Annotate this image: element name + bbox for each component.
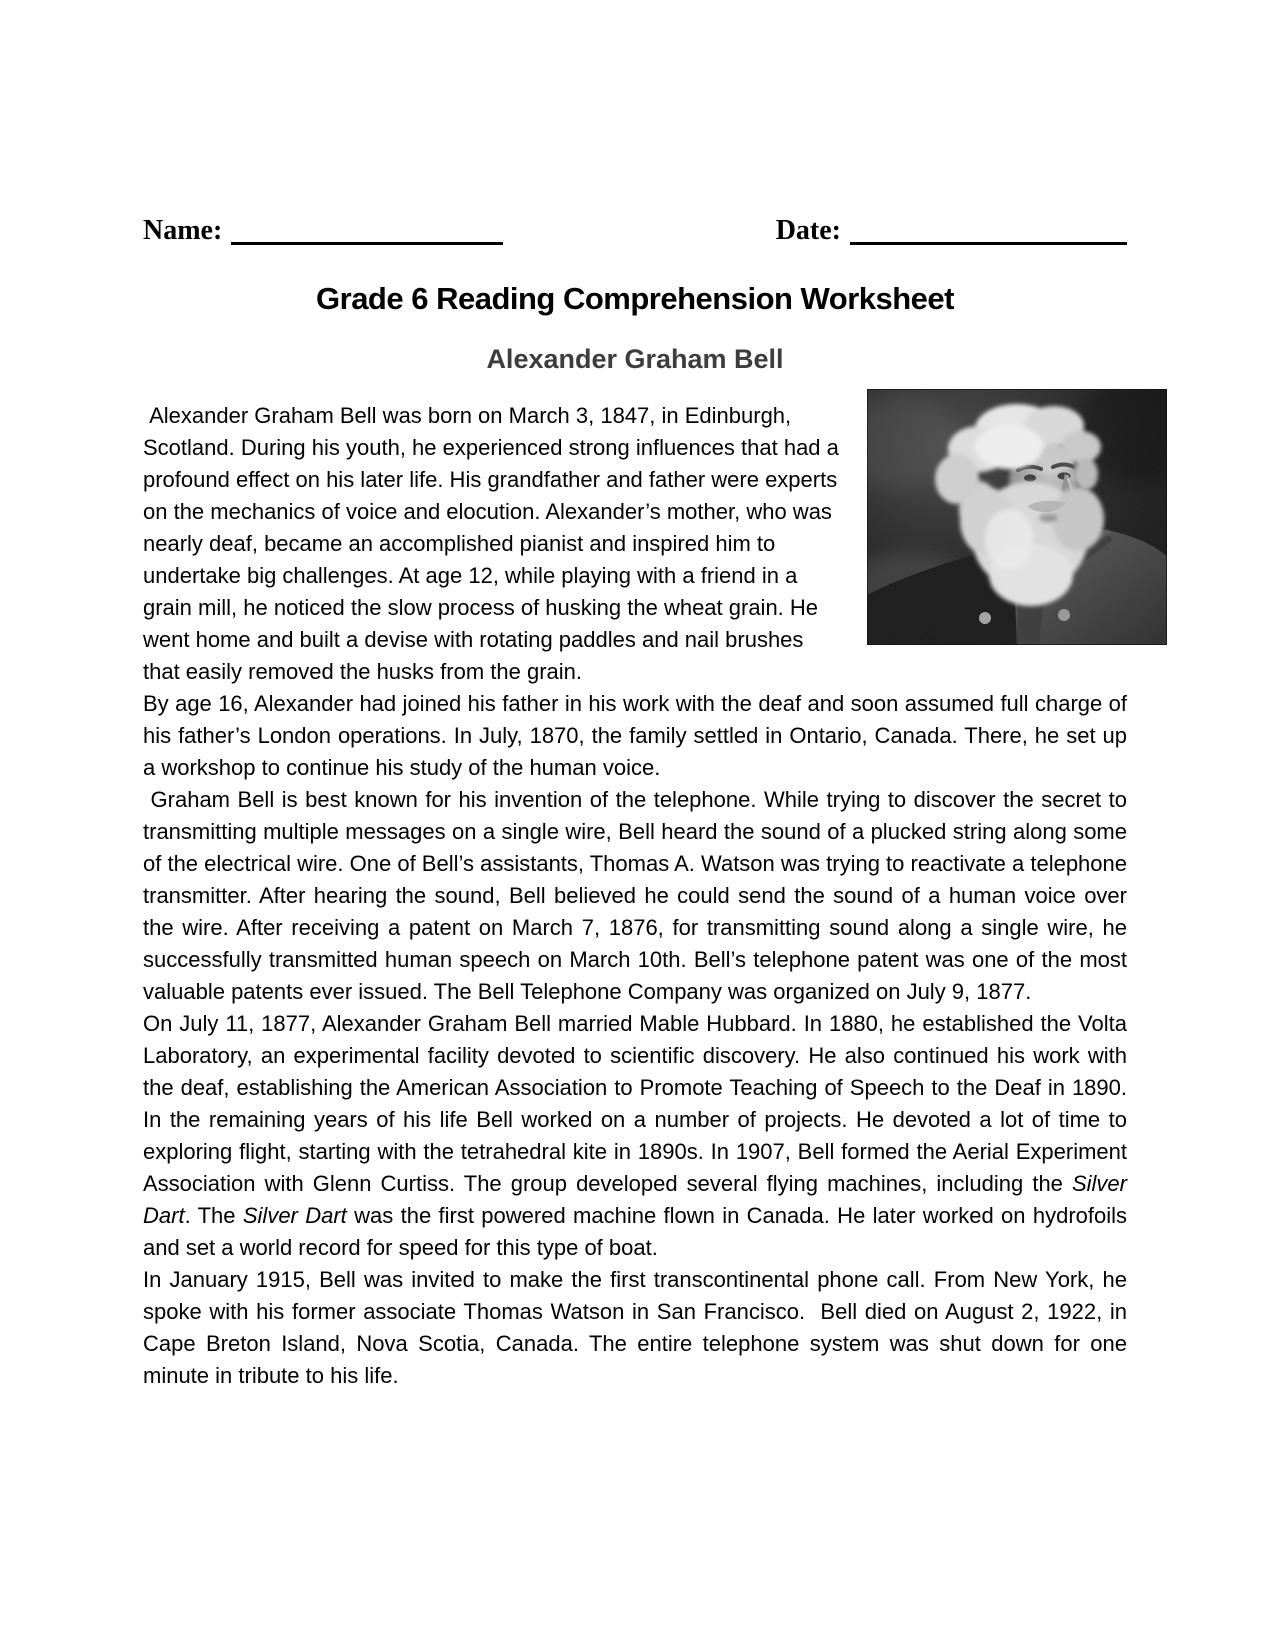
date-blank-line bbox=[850, 238, 1127, 245]
paragraph-telephone bbox=[143, 784, 1134, 1008]
silver-dart-italic: Silver Dart bbox=[143, 1170, 1134, 1228]
silver-dart-italic: Silver Dart bbox=[242, 1202, 347, 1228]
name-blank-line bbox=[231, 238, 503, 245]
page-subtitle: Alexander Graham Bell bbox=[486, 343, 784, 374]
paragraph-text: In January 1915, Bell was invited to make the first transcontinental phone call. From New York, he spoke with his former associate Thomas Watson in San Francisco. Bell died on August 2, 1922, in Cape Breton Island, Nova Scotia, Canada. The entire telephone system was shut down for one minute in tribute to his life. bbox=[143, 1266, 1134, 1388]
name-label: Name: bbox=[143, 215, 223, 246]
paragraph-final-years bbox=[143, 1264, 1134, 1392]
header bbox=[143, 216, 1127, 247]
paragraph-text: Alexander Graham Bell was born on March 3, 1847, in Edinburgh, Scotland. During his youth, he experienced strong influences that had a profound effect on his later life. His grandfather and father were experts on the mechanics of voice and elocution. Alexander’s mother, who was nearly deaf, became an accomplished pianist and inspired him to undertake big challenges. At age 12, while playing with a friend in a grain mill, he noticed the slow process of husking the wheat grain. He went home and built a devise with rotating paddles and nail brushes that easily removed the husks from the grain. bbox=[143, 402, 846, 684]
date-label: Date: bbox=[775, 215, 841, 246]
paragraph-age-16 bbox=[143, 688, 1134, 784]
date-field bbox=[776, 216, 1127, 247]
paragraph-text: was the first powered machine flown in Canada. He later worked on hydrofoils and set a world record for speed for this type of boat. bbox=[143, 1202, 1134, 1260]
paragraph-text: . The bbox=[184, 1202, 243, 1228]
bell-portrait-photo bbox=[867, 389, 1167, 645]
page-title: Grade 6 Reading Comprehension Worksheet bbox=[316, 280, 954, 316]
article-body bbox=[143, 400, 1140, 1392]
paragraph-later-work bbox=[143, 1008, 1140, 1264]
name-field bbox=[143, 216, 503, 247]
paragraph-text: Graham Bell is best known for his invention of the telephone. While trying to discover the secret to transmitting multiple messages on a single wire, Bell heard the sound of a plucked string along some of the electrical wire. One of Bell’s assistants, Thomas A. Watson was trying to reactivate a telephone transmitter. After hearing the sound, Bell believed he could send the sound of a human voice over the wire. After receiving a patent on March 7, 1876, for transmitting sound along a single wire, he successfully transmitted human speech on March 10th. Bell’s telephone patent was one of the most valuable patents ever issued. The Bell Telephone Company was organized on July 9, 1877. bbox=[143, 786, 1134, 1004]
paragraph-text: By age 16, Alexander had joined his father in his work with the deaf and soon assumed full charge of his father’s London operations. In July, 1870, the family settled in Ontario, Canada. There, he set up a workshop to continue his study of the human voice. bbox=[143, 690, 1134, 780]
paragraph-text: On July 11, 1877, Alexander Graham Bell married Mable Hubbard. In 1880, he established the Volta Laboratory, an experimental facility devoted to scientific discovery. He also continued his work with the deaf, establishing the American Association to Promote Teaching of Speech to the Deaf in 1890. In the remaining years of his life Bell worked on a number of projects. He devoted a lot of time to exploring flight, starting with the tetrahedral kite in 1890s. In 1907, Bell formed the Aerial Experiment Association with Glenn Curtiss. The group developed several flying machines, including the bbox=[143, 1010, 1140, 1196]
